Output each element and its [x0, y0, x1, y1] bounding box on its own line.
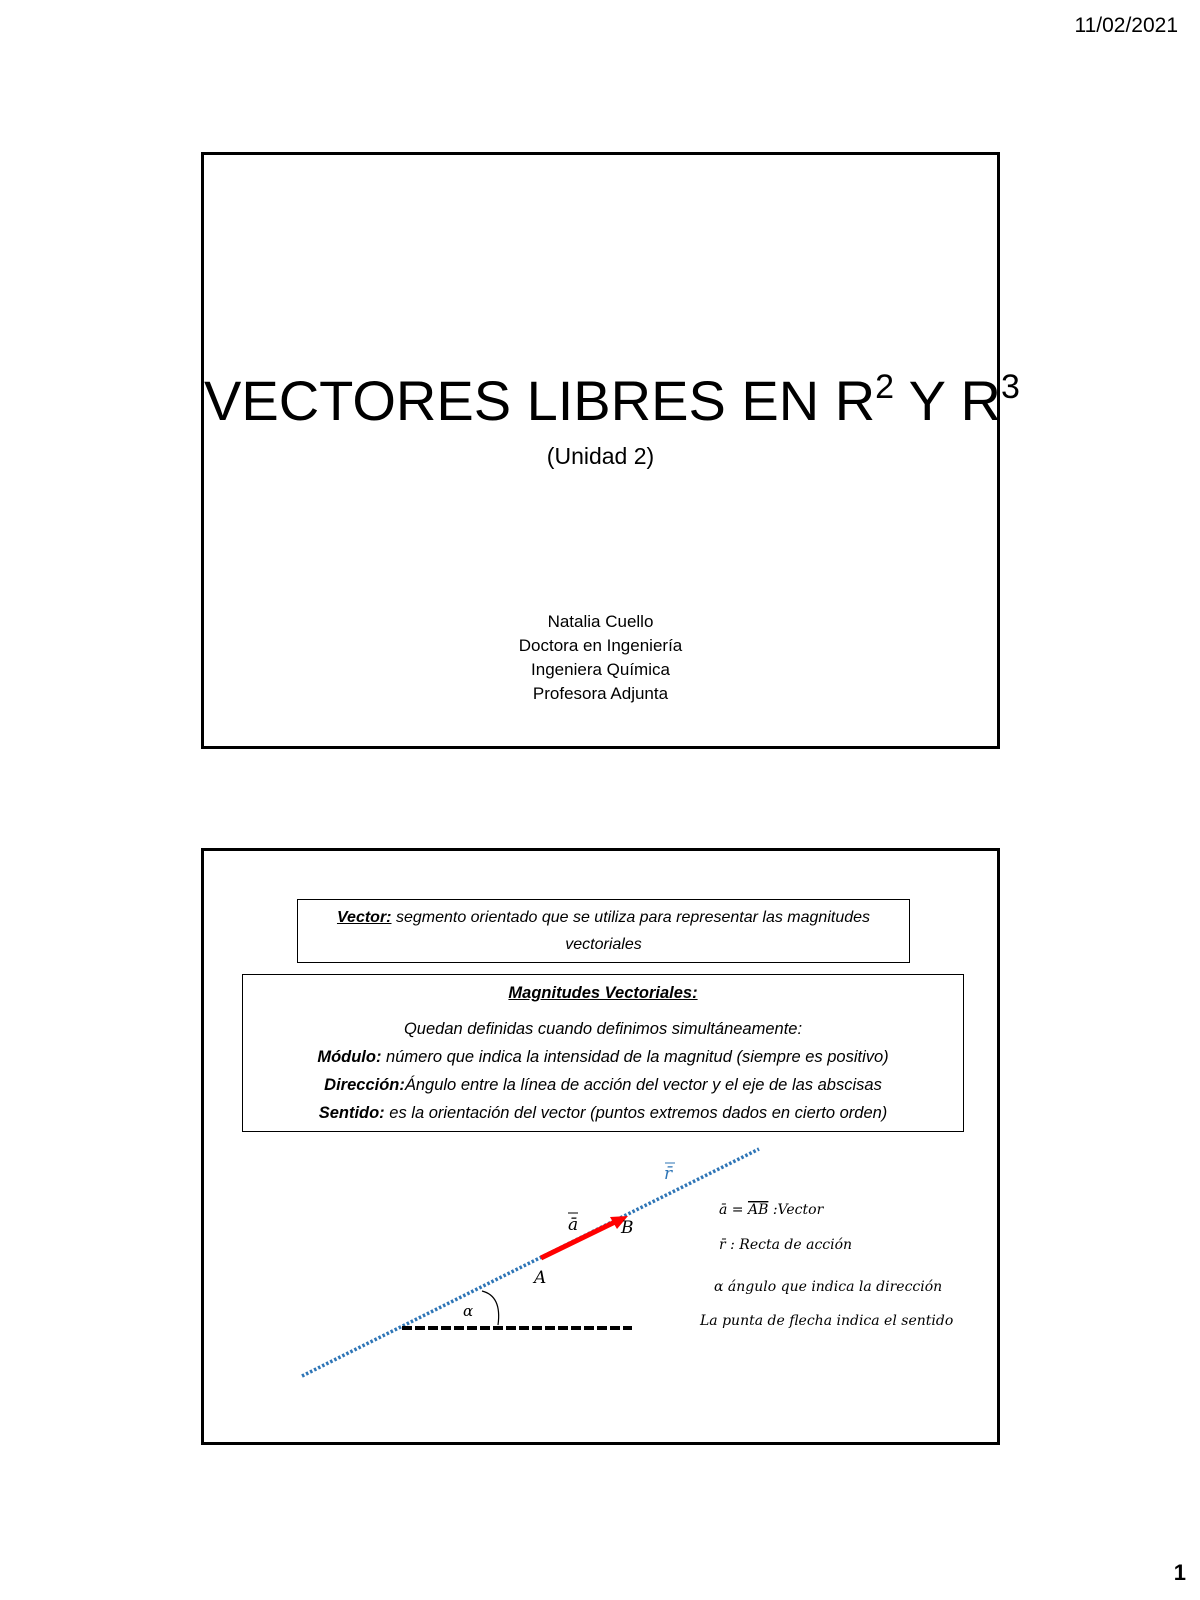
- definition-text: segmento orientado que se utiliza para representar las magnitudes vectoriales: [391, 909, 871, 953]
- definition-term: Vector:: [336, 909, 392, 926]
- author-degree: Doctora en Ingeniería: [518, 636, 683, 655]
- slide-title: [204, 368, 1020, 433]
- angle-arc: [482, 1291, 499, 1325]
- vector-definition-slide: [201, 848, 1000, 1445]
- line-of-action: [302, 1149, 759, 1376]
- sentido-text: es la orientación del vector (puntos extremos dados en cierto orden): [384, 1104, 888, 1122]
- label-a-bar: ā: [568, 1215, 579, 1235]
- magnitudes-intro: Quedan definidas cuando definimos simultáneamente:: [403, 1020, 803, 1038]
- direccion-term: Dirección:: [324, 1076, 405, 1094]
- modulo-term: Módulo:: [317, 1048, 382, 1066]
- label-point-b: B: [621, 1218, 634, 1238]
- legend-vector-prefix: ā =: [719, 1202, 748, 1218]
- legend-recta: r̄ : Recta de acción: [719, 1237, 853, 1253]
- legend-vector: [719, 1202, 825, 1218]
- label-r-bar: r̄: [664, 1164, 673, 1184]
- author-position: Profesora Adjunta: [532, 684, 669, 703]
- label-alpha: α: [463, 1302, 474, 1320]
- title-text-2: Y R: [894, 369, 1001, 432]
- magnitudes-heading: Magnitudes Vectoriales:: [508, 984, 698, 1002]
- author-profession: Ingeniera Química: [531, 660, 670, 679]
- title-superscript-3: 3: [1000, 368, 1020, 406]
- author-name: Natalia Cuello: [547, 612, 654, 631]
- title-superscript-2: 2: [875, 368, 895, 406]
- modulo-text: número que indica la intensidad de la magnitud (siempre es positivo): [381, 1048, 889, 1066]
- author-block: [204, 610, 997, 706]
- label-point-a: A: [534, 1268, 547, 1288]
- title-text-1: VECTORES LIBRES EN R: [204, 369, 876, 432]
- page-number: 1: [1173, 1560, 1186, 1585]
- vector-diagram: [204, 851, 997, 1442]
- legend-sentido: La punta de flecha indica el sentido: [700, 1313, 954, 1329]
- slide-subtitle: (Unidad 2): [546, 443, 655, 469]
- legend-vector-suffix: :Vector: [768, 1202, 824, 1218]
- sentido-term: Sentido:: [318, 1104, 385, 1122]
- title-slide: [201, 152, 1020, 749]
- legend-vector-ab: AB: [747, 1202, 769, 1218]
- page-date: 11/02/2021: [1074, 14, 1178, 37]
- direccion-text: Ángulo entre la línea de acción del vector y el eje de las abscisas: [404, 1076, 882, 1094]
- legend-angulo: α ángulo que indica la dirección: [714, 1279, 943, 1295]
